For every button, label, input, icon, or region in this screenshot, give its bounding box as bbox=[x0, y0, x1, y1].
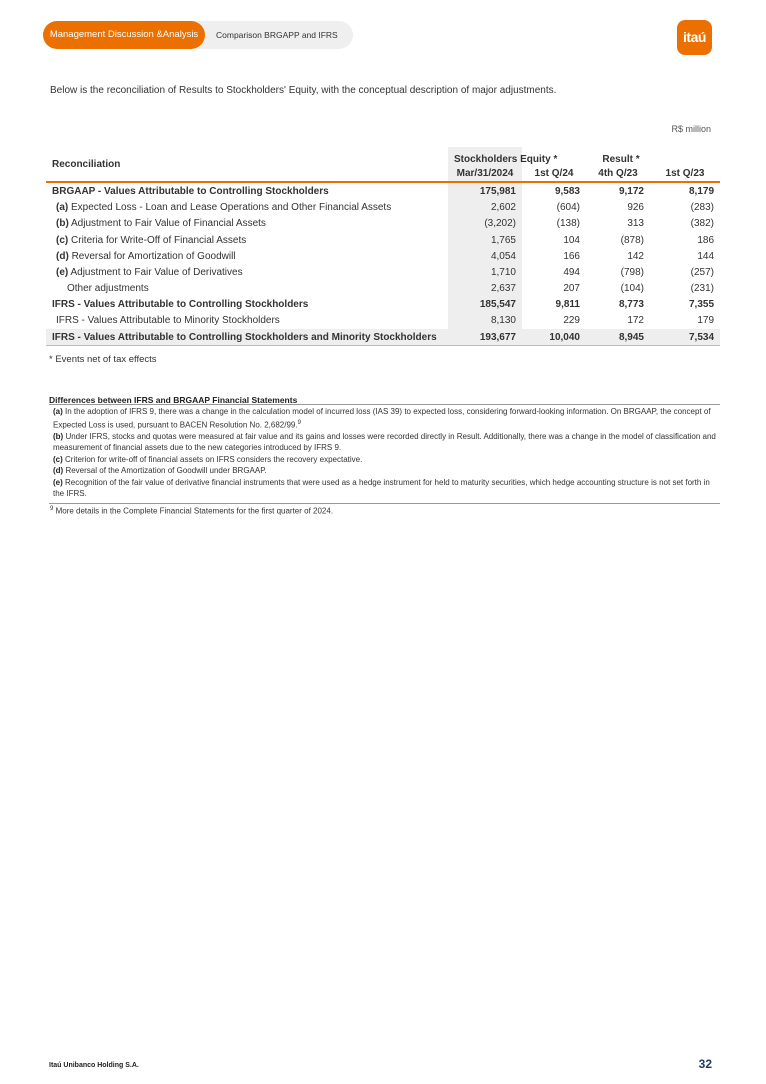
cell: (604) bbox=[556, 202, 580, 214]
cell: (231) bbox=[690, 283, 715, 295]
itau-logo: itaú bbox=[677, 20, 712, 55]
table-row-total bbox=[46, 329, 720, 346]
cell: 9,172 bbox=[618, 185, 644, 197]
footnote-9: $^9$ More details in the Complete Financial Statements for the first quarter of 2024. bbox=[50, 506, 334, 516]
row-label: (e) Adjustment to Fair Value of Derivatives bbox=[56, 266, 243, 278]
col-header: 1st Q/23 bbox=[650, 165, 720, 182]
list-item: (e) Recognition of the fair value of derivative financial instruments that were used as a hedge instrument for held to maturity securities, which hedge accounting structure is not set forth in the IFRS. bbox=[53, 477, 710, 499]
differences-title: Differences between IFRS and BRGAAP Financial Statements bbox=[49, 395, 298, 405]
col-header: 4th Q/23 bbox=[586, 165, 650, 182]
table-row bbox=[46, 248, 720, 264]
intro-text: Below is the reconciliation of Results to Stockholders' Equity, with the conceptual description of major adjustments. bbox=[50, 85, 557, 96]
cell: 2,637 bbox=[448, 281, 522, 297]
cell: 494 bbox=[563, 266, 580, 278]
table-row bbox=[46, 313, 720, 329]
cell: 172 bbox=[627, 315, 644, 327]
cell: 175,981 bbox=[448, 182, 522, 199]
cell: 229 bbox=[563, 315, 580, 327]
reconciliation-table bbox=[46, 147, 720, 346]
cell: 8,773 bbox=[618, 299, 644, 311]
table-title: Reconciliation bbox=[46, 147, 448, 182]
cell: 179 bbox=[697, 315, 715, 327]
cell: 8,179 bbox=[688, 185, 715, 197]
table-row bbox=[46, 182, 720, 199]
row-label: (d) Reversal for Amortization of Goodwill bbox=[56, 250, 236, 262]
cell: 193,677 bbox=[448, 329, 522, 346]
row-label: (c) Criteria for Write-Off of Financial Assets bbox=[56, 234, 247, 246]
cell: 8,945 bbox=[586, 329, 650, 346]
cell: 313 bbox=[627, 218, 644, 230]
list-item: (b) Under IFRS, stocks and quotas were measured at fair value and its gains and losses were recorded directly in Result. Additionally, there was a change in the model of classification and measurement of financial assets due to the new categories introduced by IFRS 9. bbox=[53, 431, 716, 453]
tax-effects-note: * Events net of tax effects bbox=[49, 354, 157, 365]
table-row bbox=[46, 264, 720, 280]
cell: 10,040 bbox=[522, 329, 586, 346]
cell: 926 bbox=[627, 202, 644, 214]
cell: 207 bbox=[563, 283, 580, 295]
cell: (104) bbox=[620, 283, 644, 295]
cell: 142 bbox=[627, 250, 644, 262]
company-name: Itaú Unibanco Holding S.A. bbox=[49, 1062, 139, 1069]
cell: (878) bbox=[620, 234, 644, 246]
equity-header: Stockholders Equity * bbox=[448, 147, 522, 165]
cell: 144 bbox=[697, 250, 715, 262]
table-row bbox=[46, 297, 720, 313]
cell: 104 bbox=[563, 234, 580, 246]
table-row bbox=[46, 281, 720, 297]
row-label: (a) Expected Loss - Loan and Lease Operations and Other Financial Assets bbox=[56, 202, 392, 214]
cell: 7,534 bbox=[650, 329, 720, 346]
cell: 9,583 bbox=[554, 185, 580, 197]
cell: (3,202) bbox=[448, 216, 522, 232]
table-row bbox=[46, 232, 720, 248]
differences-list bbox=[49, 404, 720, 504]
cell: (138) bbox=[556, 218, 580, 230]
cell: 9,811 bbox=[555, 299, 580, 311]
table-row bbox=[46, 216, 720, 232]
row-label: BRGAAP - Values Attributable to Controlling Stockholders bbox=[52, 185, 329, 197]
row-label: IFRS - Values Attributable to Minority Stockholders bbox=[56, 315, 280, 327]
col-header: 1st Q/24 bbox=[522, 165, 586, 182]
cell: 1,710 bbox=[448, 264, 522, 280]
cell: 166 bbox=[563, 250, 580, 262]
list-item: (c) Criterion for write-off of financial assets on IFRS considers the recovery expectative. bbox=[53, 454, 363, 464]
page-number: 32 bbox=[698, 1057, 712, 1071]
tab-management-discussion[interactable]: Management Discussion &Analysis bbox=[43, 21, 205, 49]
cell: 7,355 bbox=[688, 299, 715, 311]
cell: 1,765 bbox=[448, 232, 522, 248]
cell: 8,130 bbox=[448, 313, 522, 329]
cell: 186 bbox=[697, 234, 715, 246]
row-label: IFRS - Values Attributable to Controlling Stockholders and Minority Stockholders bbox=[46, 329, 448, 346]
row-label: IFRS - Values Attributable to Controlling Stockholders bbox=[52, 299, 309, 311]
row-label: Other adjustments bbox=[67, 283, 149, 295]
tab-comparison-brgapp-ifrs[interactable]: Comparison BRGAPP and IFRS bbox=[216, 30, 338, 40]
cell: (283) bbox=[690, 202, 715, 214]
result-header: Result * bbox=[602, 154, 640, 166]
cell: 185,547 bbox=[448, 297, 522, 313]
col-header: Mar/31/2024 bbox=[448, 165, 522, 182]
unit-label: R$ million bbox=[671, 124, 711, 134]
cell: 4,054 bbox=[448, 248, 522, 264]
row-label: (b) Adjustment to Fair Value of Financial Assets bbox=[56, 218, 266, 230]
cell: (798) bbox=[620, 266, 644, 278]
cell: (382) bbox=[690, 218, 715, 230]
table-row bbox=[46, 200, 720, 216]
cell: 2,602 bbox=[448, 200, 522, 216]
list-item: (a) In the adoption of IFRS 9, there was a change in the calculation model of incurred loss (IAS 39) to expected loss, considering forward-looking information. On BRGAAP, the concept of Expected Loss is used, pursuant to BACEN Resolution No. 2,682/99.$^9$ bbox=[53, 407, 711, 430]
list-item: (d) Reversal of the Amortization of Goodwill under BRGAAP. bbox=[53, 466, 267, 476]
cell: (257) bbox=[690, 266, 715, 278]
